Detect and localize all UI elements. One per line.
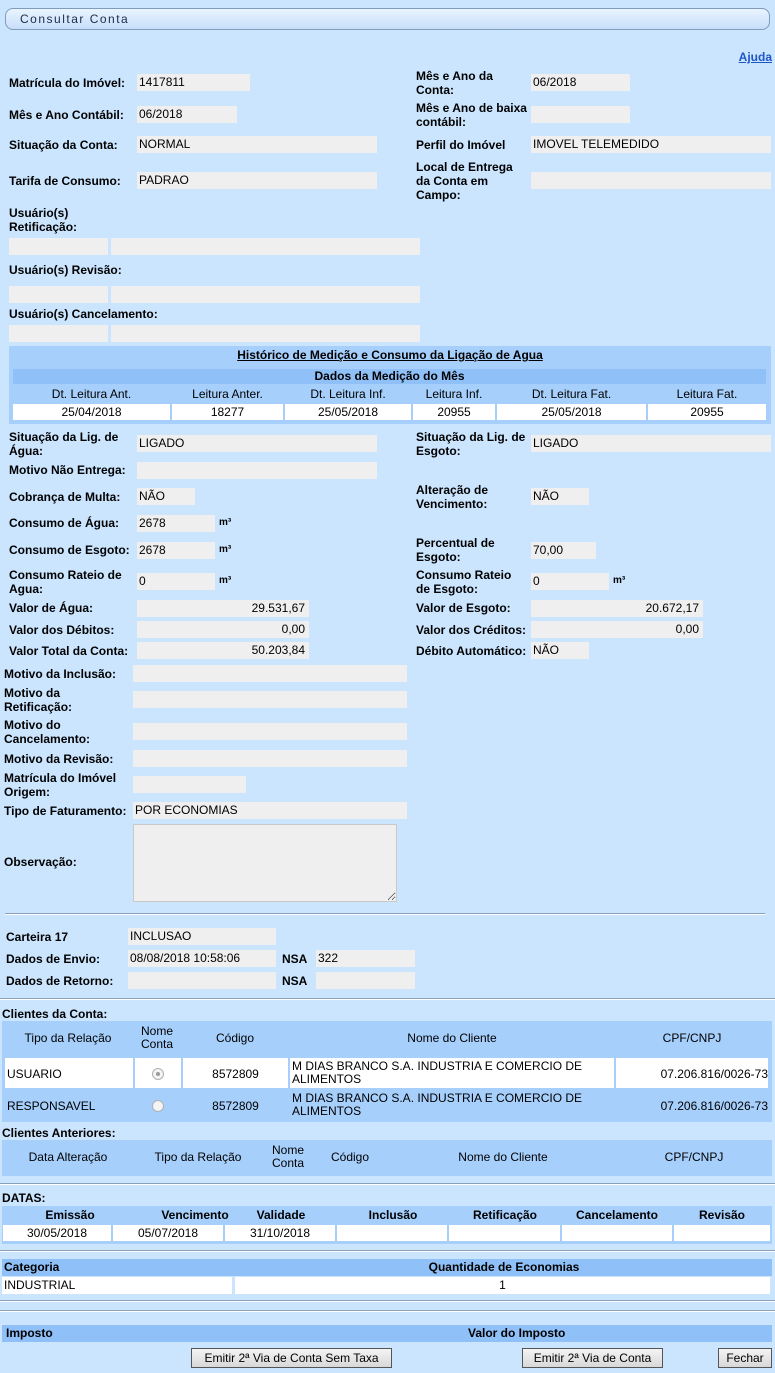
datas-emissao: 30/05/2018 [3,1225,111,1241]
emitir-button[interactable]: Emitir 2ª Via de Conta [522,1348,663,1368]
motivo-inclusao-label: Motivo da Inclusão: [4,667,117,681]
usuario-retificacao-id [9,238,108,255]
datas-revisao [674,1225,770,1241]
datas-title: DATAS: [2,1191,46,1205]
cliente-nome-conta-cell [135,1058,181,1088]
datas-col-cancelamento: Cancelamento [575,1208,659,1222]
cliente-tipo: USUARIO [5,1058,133,1088]
alteracao-venc-field: NÃO [531,488,589,505]
percentual-esgoto-label: Percentual de Esgoto: [416,536,495,564]
datas-col-revisao: Revisão [698,1208,746,1222]
historico-panel [9,346,771,424]
categoria-value: INDUSTRIAL [2,1277,232,1294]
usuario-retificacao-nome [111,238,420,255]
mes-ano-conta-field: 06/2018 [531,74,630,91]
divider [0,1310,775,1312]
datas-vencimento: 05/07/2018 [113,1225,223,1241]
divider [0,998,775,1000]
rateio-agua-label: Consumo Rateio de Agua: [9,568,122,596]
anteriores-col-tipo: Tipo da Relação [154,1150,242,1164]
sit-esgoto-label: Situação da Lig. de Esgoto: [416,430,526,458]
col-leitura-anter: Leitura Anter. [192,387,263,401]
valor-debitos-label: Valor dos Débitos: [9,623,115,637]
imposto-col: Imposto [6,1326,53,1340]
quantidade-col: Quantidade de Economias [428,1260,580,1274]
help-link[interactable]: Ajuda [738,50,772,64]
tipo-faturamento-label: Tipo de Faturamento: [4,804,127,818]
usuario-cancelamento-nome [111,325,420,342]
mes-ano-conta-label: Mês e Ano da Conta: [416,69,493,97]
cliente-codigo: 8572809 [212,1099,259,1113]
clientes-col-cpf: CPF/CNPJ [662,1031,722,1045]
percentual-esgoto-field: 70,00 [531,542,596,559]
rateio-esgoto-unit: m³ [613,575,626,586]
val-dt-leitura-ant: 25/04/2018 [13,404,170,420]
nome-conta-radio[interactable] [152,1100,164,1112]
nsa-envio-field: 322 [316,950,415,967]
anteriores-col-data: Data Alteração [28,1150,108,1164]
sit-agua-label: Situação da Lig. de Água: [9,430,119,458]
alteracao-venc-label: Alteração de Vencimento: [416,483,489,511]
mes-ano-baixa-label: Mês e Ano de baixa contábil: [416,101,527,129]
valor-total-field: 50.203,84 [137,642,309,659]
emitir-sem-taxa-button[interactable]: Emitir 2ª Via de Conta Sem Taxa [191,1348,392,1368]
valor-total-label: Valor Total da Conta: [9,644,129,658]
matricula-field: 1417811 [137,74,250,91]
mes-ano-contabil-label: Mês e Ano Contábil: [9,108,124,122]
col-dt-leitura-inf: Dt. Leitura Inf. [310,387,386,401]
perfil-field: IMOVEL TELEMEDIDO [531,136,771,153]
consumo-agua-field: 2678 [137,515,215,532]
datas-col-emissao: Emissão [45,1208,95,1222]
observacao-textarea[interactable] [133,824,397,902]
cliente-tipo: RESPONSAVEL [7,1099,96,1113]
cobranca-multa-label: Cobrança de Multa: [9,490,121,504]
val-leitura-inf: 20955 [413,404,495,420]
usuario-cancelamento-id [9,325,108,342]
anteriores-col-nome-conta: Nome Conta [271,1143,305,1170]
datas-col-vencimento: Vencimento [161,1208,229,1222]
cliente-codigo: 8572809 [183,1058,288,1088]
valor-agua-field: 29.531,67 [137,600,309,617]
anteriores-col-nome: Nome do Cliente [458,1150,548,1164]
cliente-nome: M DIAS BRANCO S.A. INDUSTRIA E COMERCIO DE ALIMENTOS [292,1091,583,1118]
consumo-esgoto-label: Consumo de Esgoto: [9,543,130,557]
consumo-agua-unit: m³ [219,517,232,528]
retorno-label: Dados de Retorno: [6,974,114,988]
matricula-origem-label: Matrícula do Imóvel Origem: [4,771,117,799]
matricula-origem-field [133,776,246,793]
envio-label: Dados de Envio: [6,952,101,966]
situacao-label: Situação da Conta: [9,138,118,152]
clientes-col-codigo: Código [215,1031,255,1045]
carteira-label: Carteira 17 [6,930,69,944]
divider [0,1250,775,1252]
valor-debitos-field: 0,00 [137,621,309,638]
sit-esgoto-field: LIGADO [531,435,771,452]
motivo-cancelamento-field [133,723,407,740]
perfil-label: Perfil do Imóvel [416,138,506,152]
nome-conta-radio[interactable] [152,1068,164,1080]
datas-col-inclusao: Inclusão [368,1208,418,1222]
debito-auto-field: NÃO [531,642,589,659]
valor-agua-label: Valor de Água: [9,601,94,615]
tarifa-field: PADRAO [137,172,377,189]
usuarios-cancelamento-label: Usuário(s) Cancelamento: [9,307,158,321]
cliente-cpf: 07.206.816/0026-73 [660,1099,768,1113]
mes-ano-baixa-field [531,106,630,123]
debito-auto-label: Débito Automático: [416,644,527,658]
datas-col-validade: Validade [256,1208,306,1222]
anteriores-col-cpf: CPF/CNPJ [664,1150,724,1164]
local-entrega-label: Local de Entrega da Conta em Campo: [416,160,513,202]
motivo-revisao-field [133,750,407,767]
divider [0,1300,775,1302]
retorno-field [128,972,276,989]
col-leitura-fat: Leitura Fat. [676,387,738,401]
nsa-retorno-field [316,972,415,989]
valor-imposto-col: Valor do Imposto [468,1326,566,1340]
valor-creditos-field: 0,00 [531,621,703,638]
datas-validade: 31/10/2018 [225,1225,335,1241]
consumo-esgoto-unit: m³ [219,544,232,555]
quantidade-value: 1 [235,1277,770,1294]
envio-field: 08/08/2018 10:58:06 [128,950,276,967]
datas-cancelamento [562,1225,672,1241]
anteriores-title: Clientes Anteriores: [2,1126,116,1140]
usuario-revisao-nome [111,286,420,303]
tipo-faturamento-field: POR ECONOMIAS [133,802,407,819]
valor-creditos-label: Valor dos Créditos: [416,623,527,637]
anteriores-col-codigo: Código [330,1150,370,1164]
imposto-header [2,1325,772,1342]
nsa-envio-label: NSA [282,952,308,966]
usuario-revisao-id [9,286,108,303]
datas-retificacao [449,1225,560,1241]
cliente-nome-conta-cell [135,1090,181,1120]
clientes-col-nome-conta: Nome Conta [140,1024,174,1051]
val-dt-leitura-fat: 25/05/2018 [497,404,646,420]
motivo-cancelamento-label: Motivo do Cancelamento: [4,718,91,746]
datas-col-retificacao: Retificação [472,1208,538,1222]
matricula-label: Matrícula do Imóvel: [9,76,126,90]
categoria-col: Categoria [4,1260,60,1274]
categoria-header [2,1259,772,1276]
clientes-col-nome: Nome do Cliente [407,1031,497,1045]
motivo-inclusao-field [133,665,407,682]
motivo-nao-entrega-field [137,462,377,479]
val-leitura-anter: 18277 [172,404,283,420]
historico-subtitle: Dados da Medição do Mês [13,369,766,384]
fechar-button[interactable]: Fechar [718,1348,772,1368]
motivo-retificacao-field [133,691,407,708]
anteriores-table [2,1140,772,1176]
col-dt-leitura-fat: Dt. Leitura Fat. [531,387,612,401]
situacao-field: NORMAL [137,136,377,153]
carteira-field: INCLUSAO [128,928,276,945]
val-leitura-fat: 20955 [648,404,766,420]
cliente-nome: M DIAS BRANCO S.A. INDUSTRIA E COMERCIO DE ALIMENTOS [290,1058,614,1088]
col-dt-leitura-ant: Dt. Leitura Ant. [51,387,132,401]
motivo-nao-entrega-label: Motivo Não Entrega: [9,463,126,477]
valor-esgoto-field: 20.672,17 [531,600,703,617]
val-dt-leitura-inf: 25/05/2018 [285,404,411,420]
sit-agua-field: LIGADO [137,435,377,452]
valor-esgoto-label: Valor de Esgoto: [416,601,511,615]
datas-inclusao [337,1225,447,1241]
divider [0,1183,775,1185]
motivo-revisao-label: Motivo da Revisão: [4,752,114,766]
nsa-retorno-label: NSA [282,974,308,988]
window-title: Consultar Conta [5,8,770,30]
clientes-col-tipo: Tipo da Relação [24,1031,112,1045]
clientes-title: Clientes da Conta: [2,1007,108,1021]
clientes-table [2,1021,772,1122]
observacao-label: Observação: [4,855,77,869]
usuarios-revisao-label: Usuário(s) Revisão: [9,263,122,277]
consumo-agua-label: Consumo de Água: [9,516,119,530]
historico-title: Histórico de Medição e Consumo da Ligação de Agua [237,348,543,362]
rateio-agua-unit: m³ [219,575,232,586]
datas-table [2,1206,772,1244]
rateio-esgoto-field: 0 [531,573,609,590]
col-leitura-inf: Leitura Inf. [425,387,483,401]
cliente-cpf: 07.206.816/0026-73 [616,1058,768,1088]
motivo-retificacao-label: Motivo da Retificação: [4,686,73,714]
local-entrega-field [531,172,771,189]
usuarios-retificacao-label: Usuário(s) Retificação: [9,206,78,234]
cobranca-multa-field: NÃO [137,488,195,505]
tarifa-label: Tarifa de Consumo: [9,174,121,188]
consumo-esgoto-field: 2678 [137,542,215,559]
divider [5,913,765,915]
mes-ano-contabil-field: 06/2018 [137,106,237,123]
rateio-agua-field: 0 [137,573,215,590]
rateio-esgoto-label: Consumo Rateio de Esgoto: [416,568,512,596]
